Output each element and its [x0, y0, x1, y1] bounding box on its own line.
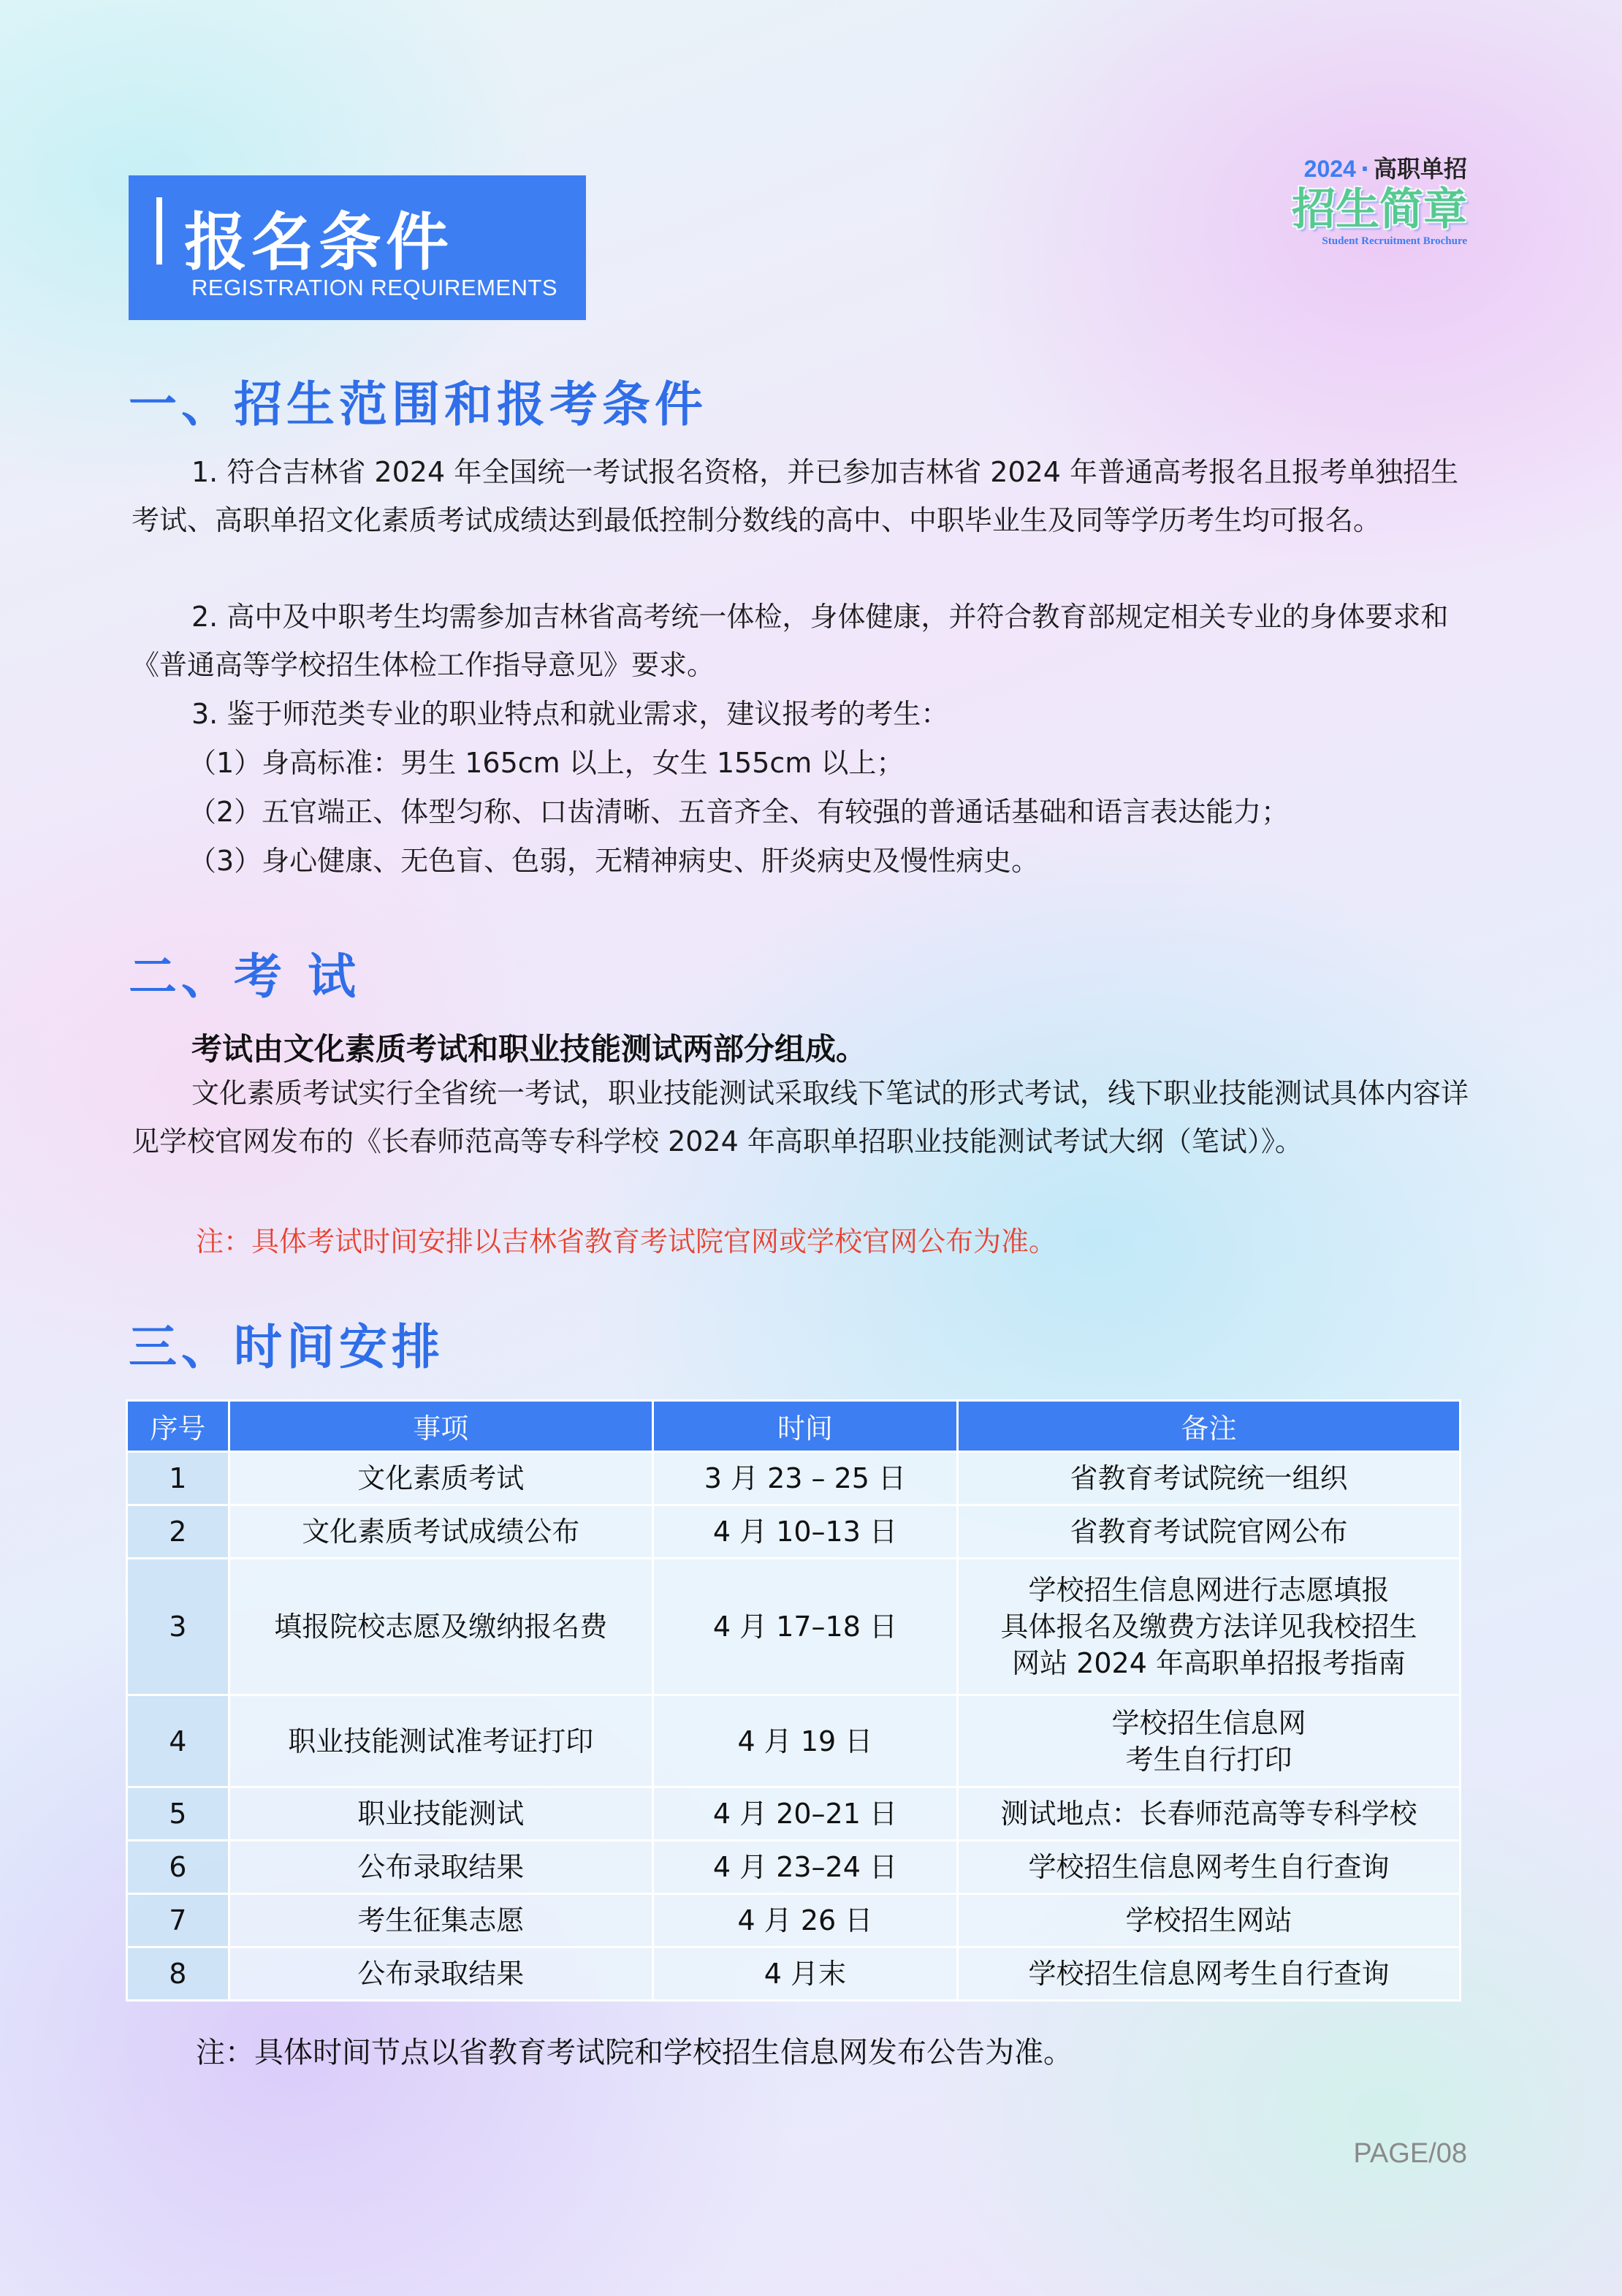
row-number: 1 [127, 1452, 229, 1505]
table-row [127, 1505, 1461, 1559]
table-row [127, 1894, 1461, 1947]
schedule-note: 注：具体时间节点以省教育考试院和学校招生信息网发布公告为准。 [196, 2036, 1073, 2069]
remark-line: 网站 2024 年高职单招报考指南 [1012, 1647, 1406, 1679]
row-time: 4 月 20–21 日 [652, 1787, 957, 1841]
page-number: PAGE/08 [1353, 2138, 1467, 2169]
section-banner [129, 175, 586, 320]
table-row [127, 1787, 1461, 1841]
exam-description: 文化素质考试实行全省统一考试，职业技能测试采取线下笔试的形式考试，线下职业技能测试具体内容详见学校官网发布的《长春师范高等专科学校 2024 年高职单招职业技能测试考试大纲（笔试）》。 [132, 1077, 1469, 1157]
table-row [127, 1559, 1461, 1695]
row-remark [958, 1695, 1461, 1787]
logo-category: 高职单招 [1373, 155, 1467, 183]
row-time: 4 月 10–13 日 [652, 1505, 957, 1559]
row-time: 4 月末 [652, 1947, 957, 2001]
requirement-height: （1）身高标准：男生 165cm 以上，女生 155cm 以上； [189, 747, 905, 779]
row-remark [958, 1841, 1461, 1894]
section-2-heading: 二、考 试 [129, 948, 360, 1005]
row-number: 3 [127, 1559, 229, 1695]
table-row [127, 1695, 1461, 1787]
row-item: 考生征集志愿 [229, 1894, 652, 1947]
banner-subtitle: REGISTRATION REQUIREMENTS [191, 275, 558, 300]
row-time: 3 月 23 – 25 日 [652, 1452, 957, 1505]
remark-line: 学校招生网站 [1125, 1904, 1292, 1936]
row-time: 4 月 26 日 [652, 1894, 957, 1947]
header-no: 序号 [127, 1401, 229, 1452]
remark-line: 具体报名及缴费方法详见我校招生 [1000, 1611, 1417, 1643]
row-item: 职业技能测试准考证打印 [229, 1695, 652, 1787]
table-row [127, 1841, 1461, 1894]
remark-line: 学校招生信息网 [1111, 1706, 1306, 1739]
row-item: 文化素质考试成绩公布 [229, 1505, 652, 1559]
remark-line: 测试地点：长春师范高等专科学校 [1000, 1798, 1417, 1830]
row-number: 7 [127, 1894, 229, 1947]
logo-separator: · [1360, 155, 1369, 183]
row-item: 公布录取结果 [229, 1947, 652, 2001]
section-1-paragraph-3: 3. 鉴于师范类专业的职业特点和就业需求，建议报考的考生： [191, 698, 949, 730]
remark-line: 省教育考试院官网公布 [1070, 1516, 1348, 1548]
row-item: 公布录取结果 [229, 1841, 652, 1894]
brochure-logo [1248, 151, 1467, 260]
logo-year: 2024 [1303, 156, 1356, 182]
logo-top-line [1248, 151, 1467, 184]
row-number: 8 [127, 1947, 229, 2001]
row-time: 4 月 17–18 日 [652, 1559, 957, 1695]
row-time: 4 月 19 日 [652, 1695, 957, 1787]
schedule-table-header [127, 1401, 1461, 1452]
requirement-appearance: （2）五官端正、体型匀称、口齿清晰、五音齐全、有较强的普通话基础和语言表达能力； [189, 796, 1290, 828]
banner-title: 报名条件 [184, 205, 453, 279]
row-item: 文化素质考试 [229, 1452, 652, 1505]
row-time: 4 月 23–24 日 [652, 1841, 957, 1894]
header-time: 时间 [652, 1401, 957, 1452]
section-1-heading: 一、招生范围和报考条件 [129, 376, 707, 433]
requirement-health: （3）身心健康、无色盲、色弱，无精神病史、肝炎病史及慢性病史。 [189, 845, 1040, 877]
section-3-heading: 三、时间安排 [129, 1318, 444, 1375]
exam-note: 注：具体考试时间安排以吉林省教育考试院官网或学校官网公布为准。 [196, 1225, 1057, 1258]
row-number: 4 [127, 1695, 229, 1787]
remark-line: 省教育考试院统一组织 [1070, 1462, 1348, 1494]
row-remark [958, 1787, 1461, 1841]
row-remark [958, 1505, 1461, 1559]
remark-line: 学校招生信息网进行志愿填报 [1028, 1574, 1390, 1606]
row-number: 6 [127, 1841, 229, 1894]
table-row [127, 1452, 1461, 1505]
remark-line: 考生自行打印 [1125, 1743, 1292, 1776]
logo-english: Student Recruitment Brochure [1322, 235, 1467, 247]
row-remark [958, 1947, 1461, 2001]
exam-summary: 考试由文化素质考试和职业技能测试两部分组成。 [191, 1031, 867, 1067]
remark-line: 学校招生信息网考生自行查询 [1028, 1958, 1390, 1990]
row-item: 填报院校志愿及缴纳报名费 [229, 1559, 652, 1695]
header-remark: 备注 [958, 1401, 1461, 1452]
header-item: 事项 [229, 1401, 652, 1452]
row-remark [958, 1559, 1461, 1695]
row-number: 5 [127, 1787, 229, 1841]
section-1-paragraph-1: 1. 符合吉林省 2024 年全国统一考试报名资格，并已参加吉林省 2024 年普通高考报名且报考单独招生考试、高职单招文化素质考试成绩达到最低控制分数线的高中、中职毕业生及同等学历考生均可报名。 [132, 456, 1459, 536]
section-1-paragraph-2: 2. 高中及中职考生均需参加吉林省高考统一体检，身体健康，并符合教育部规定相关专业的身体要求和《普通高等学校招生体检工作指导意见》要求。 [132, 601, 1449, 681]
logo-main-title: 招生简章 [1292, 184, 1467, 235]
row-remark [958, 1894, 1461, 1947]
row-item: 职业技能测试 [229, 1787, 652, 1841]
row-remark [958, 1452, 1461, 1505]
remark-line: 学校招生信息网考生自行查询 [1028, 1851, 1390, 1883]
schedule-table [126, 1399, 1461, 2002]
row-number: 2 [127, 1505, 229, 1559]
table-row [127, 1947, 1461, 2001]
banner-accent-bar [156, 197, 162, 265]
